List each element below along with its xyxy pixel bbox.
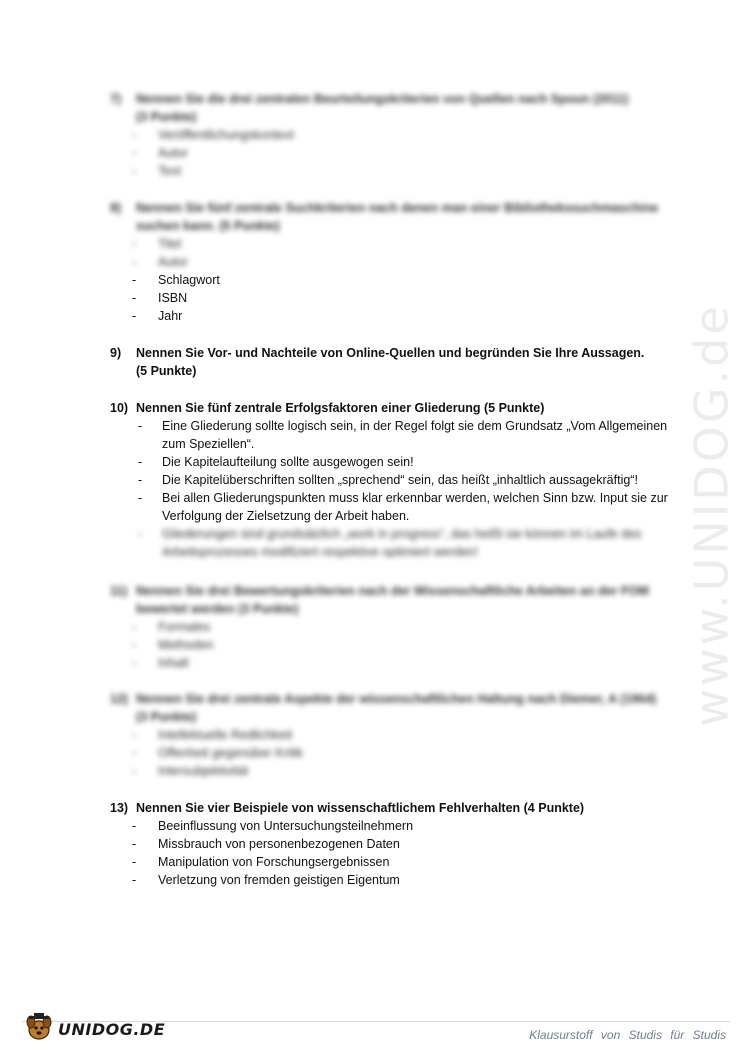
list-item: - Intersubjektivität bbox=[132, 764, 249, 778]
list-item: - Offenheit gegenüber Kritik bbox=[132, 746, 304, 760]
list-item: - Bei allen Gliederungspunkten muss klar erkennbar werden, welchen Sinn bzw. Input sie zur Verfolgung der Zielsetzung der Arbeit haben. bbox=[138, 491, 668, 523]
list-item: - Missbrauch von personenbezogenen Daten bbox=[132, 837, 400, 851]
answer-list bbox=[110, 126, 680, 180]
list-item: - Veröffentlichungskontext bbox=[132, 128, 294, 142]
answer-list bbox=[110, 235, 680, 325]
list-item: - Titel bbox=[132, 237, 182, 251]
list-item: - Text bbox=[132, 164, 181, 178]
answer-list bbox=[110, 817, 680, 889]
list-item: - Die Kapitelaufteilung sollte ausgewogen sein! bbox=[138, 455, 414, 469]
answer-list bbox=[110, 618, 680, 672]
watermark: www.UNIDOG.de bbox=[685, 303, 739, 727]
list-item: - Verletzung von fremden geistigen Eigentum bbox=[132, 873, 400, 887]
question-title: 12) Nennen Sie drei zentrale Aspekte der wissenschaftlichen Haltung nach Diemer, A (1964) (3 Punkte) bbox=[110, 692, 657, 724]
answer-list bbox=[110, 726, 680, 780]
question-8 bbox=[110, 199, 680, 325]
list-item: - Die Kapitelüberschriften sollten „sprechend“ sein, das heißt „inhaltlich aussagekräftig“! bbox=[138, 473, 638, 487]
question-11 bbox=[110, 582, 680, 672]
list-item: - Schlagwort bbox=[132, 273, 220, 287]
question-title: 11) Nennen Sie drei Bewertungskriterien nach der Wissenschaftliche Arbeiten an der FOM bewertet werden (3 Punkte) bbox=[110, 584, 649, 616]
list-item: - ISBN bbox=[132, 291, 188, 305]
unidog-logo: UNIDOG.DE bbox=[22, 1012, 165, 1047]
list-item: - Eine Gliederung sollte logisch sein, in der Regel folgt sie dem Grundsatz „Vom Allgemeinen zum Speziellen“. bbox=[138, 419, 668, 451]
list-item: - Autor bbox=[132, 255, 188, 269]
list-item: - Inhalt bbox=[132, 656, 189, 670]
list-item: - Methoden bbox=[132, 638, 214, 652]
question-title: 8) Nennen Sie fünf zentrale Suchkriterien nach denen man einer Bibliothekssuchmaschine suchen kann. (5 Punkte) bbox=[110, 201, 659, 233]
question-12 bbox=[110, 690, 680, 780]
list-item: - Formales bbox=[132, 620, 211, 634]
question-10 bbox=[110, 399, 680, 561]
question-title: 9) Nennen Sie Vor- und Nachteile von Online-Quellen und begründen Sie Ihre Aussagen. (5 Punkte) bbox=[110, 346, 645, 378]
question-13 bbox=[110, 799, 680, 889]
dog-mascot-icon bbox=[22, 1012, 56, 1047]
list-item: - Intellektuelle Redlichkeit bbox=[132, 728, 293, 742]
list-item: - Manipulation von Forschungsergebnissen bbox=[132, 855, 390, 869]
footer-tagline: Klausurstoff von Studis für Studis bbox=[529, 1028, 726, 1042]
list-item: - Gliederungen sind grundsätzlich „work in progress“, das heißt sie können im Laufe des Arbeitsprozesses modifiziert respektive optimiert werden! bbox=[138, 527, 642, 559]
question-7 bbox=[110, 90, 680, 180]
answer-list bbox=[110, 417, 680, 561]
question-title: 10) Nennen Sie fünf zentrale Erfolgsfaktoren einer Gliederung (5 Punkte) bbox=[110, 401, 545, 415]
question-title: 13) Nennen Sie vier Beispiele von wissenschaftlichem Fehlverhalten (4 Punkte) bbox=[110, 801, 585, 815]
list-item: - Autor bbox=[132, 146, 188, 160]
question-title: 7) Nennen Sie die drei zentralen Beurteilungskriterien von Quellen nach Spoun (2011) (3 Punkte) bbox=[110, 92, 629, 124]
list-item: - Beeinflussung von Untersuchungsteilnehmern bbox=[132, 819, 414, 833]
question-9 bbox=[110, 344, 680, 380]
list-item: - Jahr bbox=[132, 309, 183, 323]
